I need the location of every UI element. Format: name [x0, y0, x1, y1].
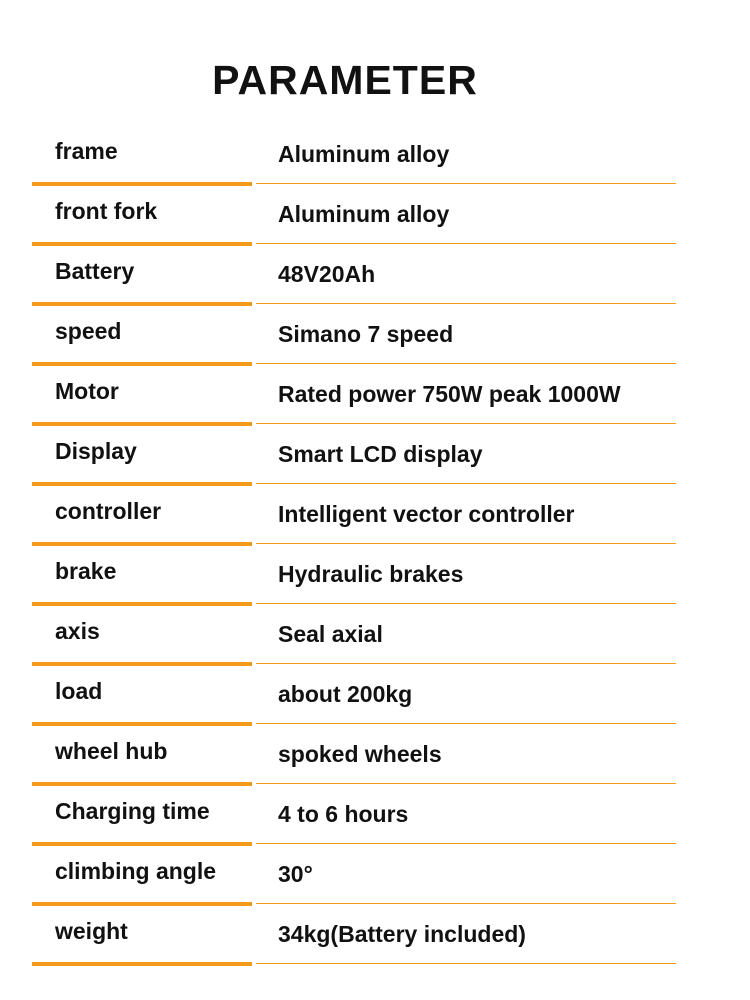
spec-value: Aluminum alloy: [278, 201, 450, 227]
spec-row-axis: [0, 604, 750, 664]
spec-row-charging-time: [0, 784, 750, 844]
spec-value: Hydraulic brakes: [278, 561, 464, 587]
page-title: PARAMETER: [212, 57, 478, 104]
spec-label: Charging time: [55, 798, 210, 824]
value-divider: [256, 963, 676, 964]
spec-label: climbing angle: [55, 858, 217, 884]
spec-label: speed: [55, 318, 122, 344]
spec-value: Simano 7 speed: [278, 321, 454, 347]
spec-label: axis: [55, 618, 100, 644]
spec-row-display: [0, 424, 750, 484]
spec-value: Seal axial: [278, 621, 383, 647]
spec-value: spoked wheels: [278, 741, 442, 767]
spec-label: load: [55, 678, 103, 704]
spec-value: about 200kg: [278, 681, 413, 707]
spec-row-load: [0, 664, 750, 724]
spec-row-controller: [0, 484, 750, 544]
spec-value: 4 to 6 hours: [278, 801, 409, 827]
spec-label: Display: [55, 438, 137, 464]
spec-value: 48V20Ah: [278, 261, 376, 287]
spec-label: Motor: [55, 378, 119, 404]
spec-value: Intelligent vector controller: [278, 501, 575, 527]
spec-row-front-fork: [0, 184, 750, 244]
spec-row-weight: [0, 904, 750, 964]
spec-label: weight: [55, 918, 128, 944]
spec-label: brake: [55, 558, 117, 584]
spec-value: Smart LCD display: [278, 441, 483, 467]
spec-value: 34kg(Battery included): [278, 921, 526, 947]
spec-row-climbing-angle: [0, 844, 750, 904]
spec-row-wheel-hub: [0, 724, 750, 784]
spec-row-speed: [0, 304, 750, 364]
spec-label: controller: [55, 498, 162, 524]
spec-label: frame: [55, 138, 118, 164]
spec-row-motor: [0, 364, 750, 424]
spec-row-frame: [0, 124, 750, 184]
spec-value: Rated power 750W peak 1000W: [278, 381, 621, 407]
spec-table: [0, 124, 750, 964]
spec-value: Aluminum alloy: [278, 141, 450, 167]
spec-row-battery: [0, 244, 750, 304]
spec-label: wheel hub: [55, 738, 168, 764]
spec-label: front fork: [55, 198, 158, 224]
spec-label: Battery: [55, 258, 135, 284]
spec-value: 30°: [278, 861, 313, 887]
spec-row-brake: [0, 544, 750, 604]
label-divider: [32, 962, 252, 966]
